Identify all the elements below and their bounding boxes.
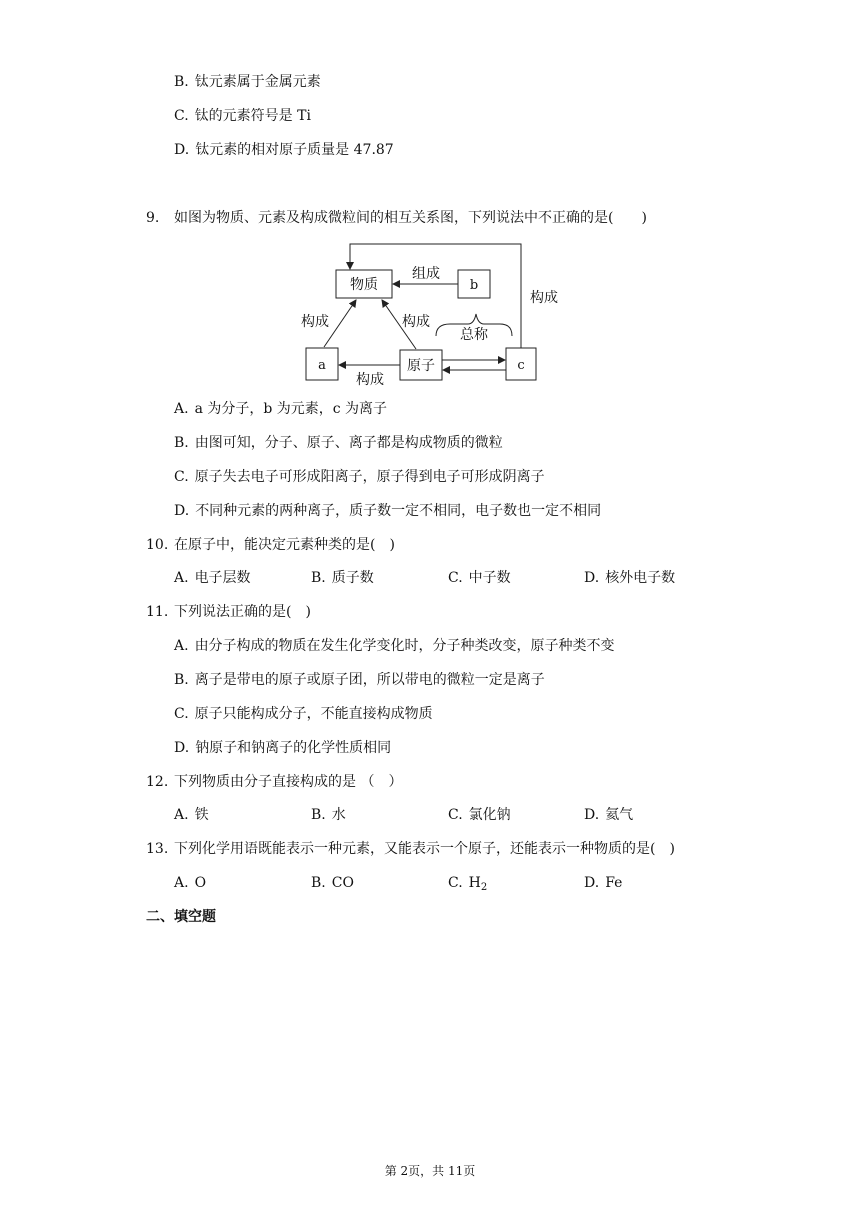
option-text: 电子层数 xyxy=(194,570,251,586)
q9-option-b xyxy=(174,433,503,453)
option-text: 质子数 xyxy=(331,570,374,586)
option-letter: B. xyxy=(311,807,326,823)
option-text: 中子数 xyxy=(468,570,511,586)
q8-option-b xyxy=(174,72,321,92)
label-compose-b: 组成 xyxy=(412,266,440,282)
q10-option-b xyxy=(311,568,374,588)
option-text: 氦气 xyxy=(605,807,634,823)
box-atom-label: 原子 xyxy=(407,358,435,374)
option-text: 氯化钠 xyxy=(468,807,511,823)
label-construct-mid: 构成 xyxy=(402,314,430,330)
q11-option-c xyxy=(174,704,433,724)
q11-number: 11. xyxy=(146,604,169,620)
box-b-label: b xyxy=(469,278,479,293)
option-letter: B. xyxy=(174,435,189,451)
section-title: 二、填空题 xyxy=(146,909,216,925)
q9-stem: 如图为物质、元素及构成微粒间的相互关系图，下列说法中不正确的是( ) xyxy=(174,210,647,226)
option-letter: D. xyxy=(174,142,190,158)
option-letter: B. xyxy=(311,570,326,586)
option-letter: B. xyxy=(311,875,326,891)
q11-option-a xyxy=(174,636,615,656)
option-letter: D. xyxy=(174,740,190,756)
q13-number: 13. xyxy=(146,841,169,857)
box-substance-label: 物质 xyxy=(350,277,378,293)
option-letter: D. xyxy=(584,807,600,823)
option-text: 钛的元素符号是 Ti xyxy=(194,108,311,124)
q13-option-a xyxy=(174,873,206,893)
q8-option-c xyxy=(174,106,311,126)
option-letter: C. xyxy=(448,875,463,891)
q12-option-b xyxy=(311,805,346,825)
q12-option-d xyxy=(584,805,633,825)
q10-stem: 在原子中，能决定元素种类的是( ) xyxy=(174,537,395,553)
option-text: CO xyxy=(331,875,354,891)
option-text: 原子失去电子可形成阳离子，原子得到电子可形成阴离子 xyxy=(194,469,545,485)
q9-number: 9. xyxy=(146,210,160,226)
option-letter: C. xyxy=(448,807,463,823)
q11-option-b xyxy=(174,670,545,690)
option-text: 钛元素的相对原子质量是 47.87 xyxy=(195,142,394,158)
option-text: 钛元素属于金属元素 xyxy=(194,74,321,90)
option-subscript: 2 xyxy=(480,882,488,893)
option-text: 原子只能构成分子，不能直接构成物质 xyxy=(194,706,433,722)
option-letter: D. xyxy=(584,875,600,891)
q9-option-d xyxy=(174,501,601,521)
option-letter: C. xyxy=(174,469,189,485)
option-letter: A. xyxy=(174,807,189,823)
option-letter: A. xyxy=(174,570,189,586)
q13-option-c xyxy=(448,873,487,898)
option-text: 离子是带电的原子或原子团，所以带电的微粒一定是离子 xyxy=(194,672,545,688)
option-text: 不同种元素的两种离子，质子数一定不相同，电子数也一定不相同 xyxy=(195,503,602,519)
q9-option-a xyxy=(174,399,387,419)
q9-option-c xyxy=(174,467,545,487)
q11-option-d xyxy=(174,738,391,758)
option-letter: D. xyxy=(584,570,600,586)
option-text: 钠原子和钠离子的化学性质相同 xyxy=(195,740,392,756)
option-letter: A. xyxy=(174,638,189,654)
box-a-label: a xyxy=(318,358,326,373)
box-c-label: c xyxy=(517,358,525,373)
option-text: 核外电子数 xyxy=(605,570,676,586)
option-text: 铁 xyxy=(194,807,209,823)
option-letter: A. xyxy=(174,401,189,417)
page-footer: 第 2页，共 11页 xyxy=(384,1164,476,1178)
q10-option-c xyxy=(448,568,511,588)
option-text: 由分子构成的物质在发生化学变化时，分子种类改变，原子种类不变 xyxy=(194,638,615,654)
label-general-term: 总称 xyxy=(460,327,488,343)
q9-relationship-diagram xyxy=(290,238,558,388)
q10-option-d xyxy=(584,568,675,588)
label-construct-left: 构成 xyxy=(301,314,329,330)
option-letter: C. xyxy=(448,570,463,586)
q13-option-d xyxy=(584,873,622,893)
q12-option-c xyxy=(448,805,511,825)
q12-stem: 下列物质由分子直接构成的是 （ ） xyxy=(174,774,403,790)
option-text: H xyxy=(468,875,481,891)
q8-option-d xyxy=(174,140,394,160)
q10-number: 10. xyxy=(146,537,169,553)
option-letter: C. xyxy=(174,706,189,722)
q12-option-a xyxy=(174,805,209,825)
option-text: 水 xyxy=(331,807,346,823)
q10-option-a xyxy=(174,568,251,588)
option-letter: C. xyxy=(174,108,189,124)
q11-stem: 下列说法正确的是( ) xyxy=(174,604,311,620)
q13-option-b xyxy=(311,873,354,893)
option-letter: B. xyxy=(174,74,189,90)
option-letter: B. xyxy=(174,672,189,688)
option-text: O xyxy=(194,875,207,891)
label-construct-right: 构成 xyxy=(530,290,558,306)
q13-stem: 下列化学用语既能表示一种元素，又能表示一个原子，还能表示一种物质的是( ) xyxy=(174,841,675,857)
q12-number: 12. xyxy=(146,774,169,790)
option-text: 由图可知，分子、原子、离子都是构成物质的微粒 xyxy=(194,435,503,451)
option-text: a 为分子，b 为元素，c 为离子 xyxy=(194,401,388,417)
option-letter: A. xyxy=(174,875,189,891)
option-text: Fe xyxy=(605,875,623,891)
label-construct-bottom: 构成 xyxy=(356,372,384,388)
option-letter: D. xyxy=(174,503,190,519)
